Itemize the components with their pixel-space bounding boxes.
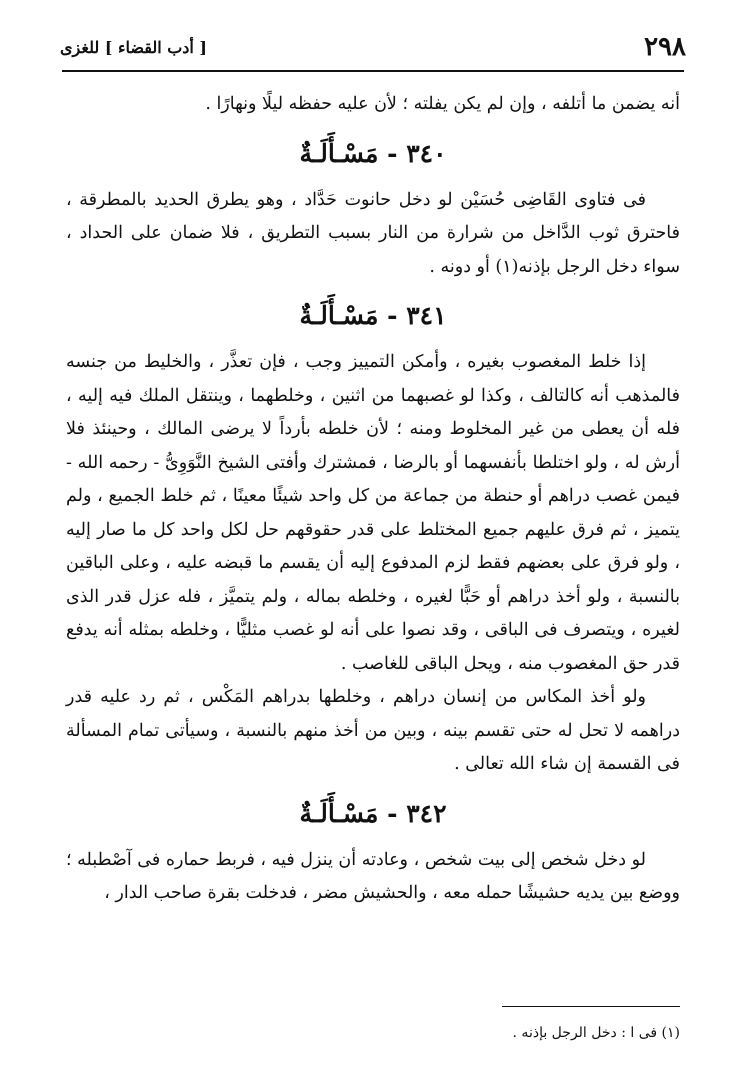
paragraph: ولو أخذ المكاس من إنسان دراهم ، وخلطها بدراهم المَكْس ، ثم رد عليه قدر دراهمه لا تحل له حتى تقسم بينه ، وبين من أخذ منهم بالنسبة ، وسيأتى تمام المسألة فى القسمة إن شاء الله تعالى . (66, 687, 680, 774)
paragraph: إذا خلط المغصوب بغيره ، وأمكن التمييز وجب ، فإن تعذَّر ، والخليط من جنسه فالمذهب أنه كالتالف ، وكذا لو غصبهما من اثنين ، وخلطهما ، وينتقل الملك فيه إليه ، فله أن يعطى من غير المخلوط ومنه ؛ لأن خلطه بأرداً لا يرضى المالك ، وحينئذ فلا أرش له ، ولو اختلطا بأنفسهما أو بالرضا ، فمشترك وأفتى الشيخ النَّوَوِىُّ - رحمه الله - فيمن غصب دراهم أو حنطة من جماعة من كل واحد شيئًا معينًا ، ثم خلط الجميع ، ولم يتميز ، ثم فرق عليهم جميع المختلط على قدر حقوقهم حل لكل واحد كل ما صار إليه ، ولو فرق على بعضهم فقط لزم المدفوع إليه أن يقسم ما قبضه عليه ، وعلى الباقين بالنسبة ، ولو أخذ دراهم أو حَبًّا لغيره ، وخلطه بماله ، ولم يتميَّز ، فله عزل قدر الذى لغيره ، ويتصرف فى الباقى ، وقد نصوا على أنه لو غصب مثليًّا ، وخلطه بمثله أنه يدفع قدر حق المغصوب منه ، ويحل الباقى للغاصب . (66, 352, 680, 674)
issue-heading-341: ٣٤١ - مَسْـأَلَـةٌ (299, 301, 447, 330)
paragraph: لو دخل شخص إلى بيت شخص ، وعادته أن ينزل فيه ، فربط حماره فى آصْطبله ؛ ووضع بين يديه حشيشًا حمله معه ، والحشيش مضر ، فدخلت بقرة صاحب الدار ، (66, 849, 680, 903)
footnote: (١) فى ا : دخل الرجل بإذنه . (512, 1025, 680, 1041)
issue-heading-342: ٣٤٢ - مَسْـأَلَـةٌ (299, 798, 447, 828)
footnote-rule (502, 1006, 680, 1007)
page-number: ٢٩٨ (644, 32, 686, 62)
running-title: [ أدب القضاء ] للغزى (60, 38, 207, 57)
issue-heading-340: ٣٤٠ - مَسْـأَلَـةٌ (299, 138, 447, 168)
header-rule (62, 70, 684, 72)
paragraph: فى فتاوى القَاضِى حُسَيْن لو دخل حانوت حَدَّاد ، وهو يطرق الحديد بالمطرقة ، فاحترق ثوب الدَّاخل من شرارة من النار بسبب التطريق ، فلا ضمان على الحداد ، سواء دخل الرجل بإذنه(١) أو دونه . (66, 189, 680, 277)
page-header (60, 26, 686, 66)
body-text (66, 88, 680, 911)
paragraph: أنه يضمن ما أتلفه ، وإن لم يكن يفلته ؛ لأن عليه حفظه ليلًا ونهارًا . (205, 94, 680, 114)
